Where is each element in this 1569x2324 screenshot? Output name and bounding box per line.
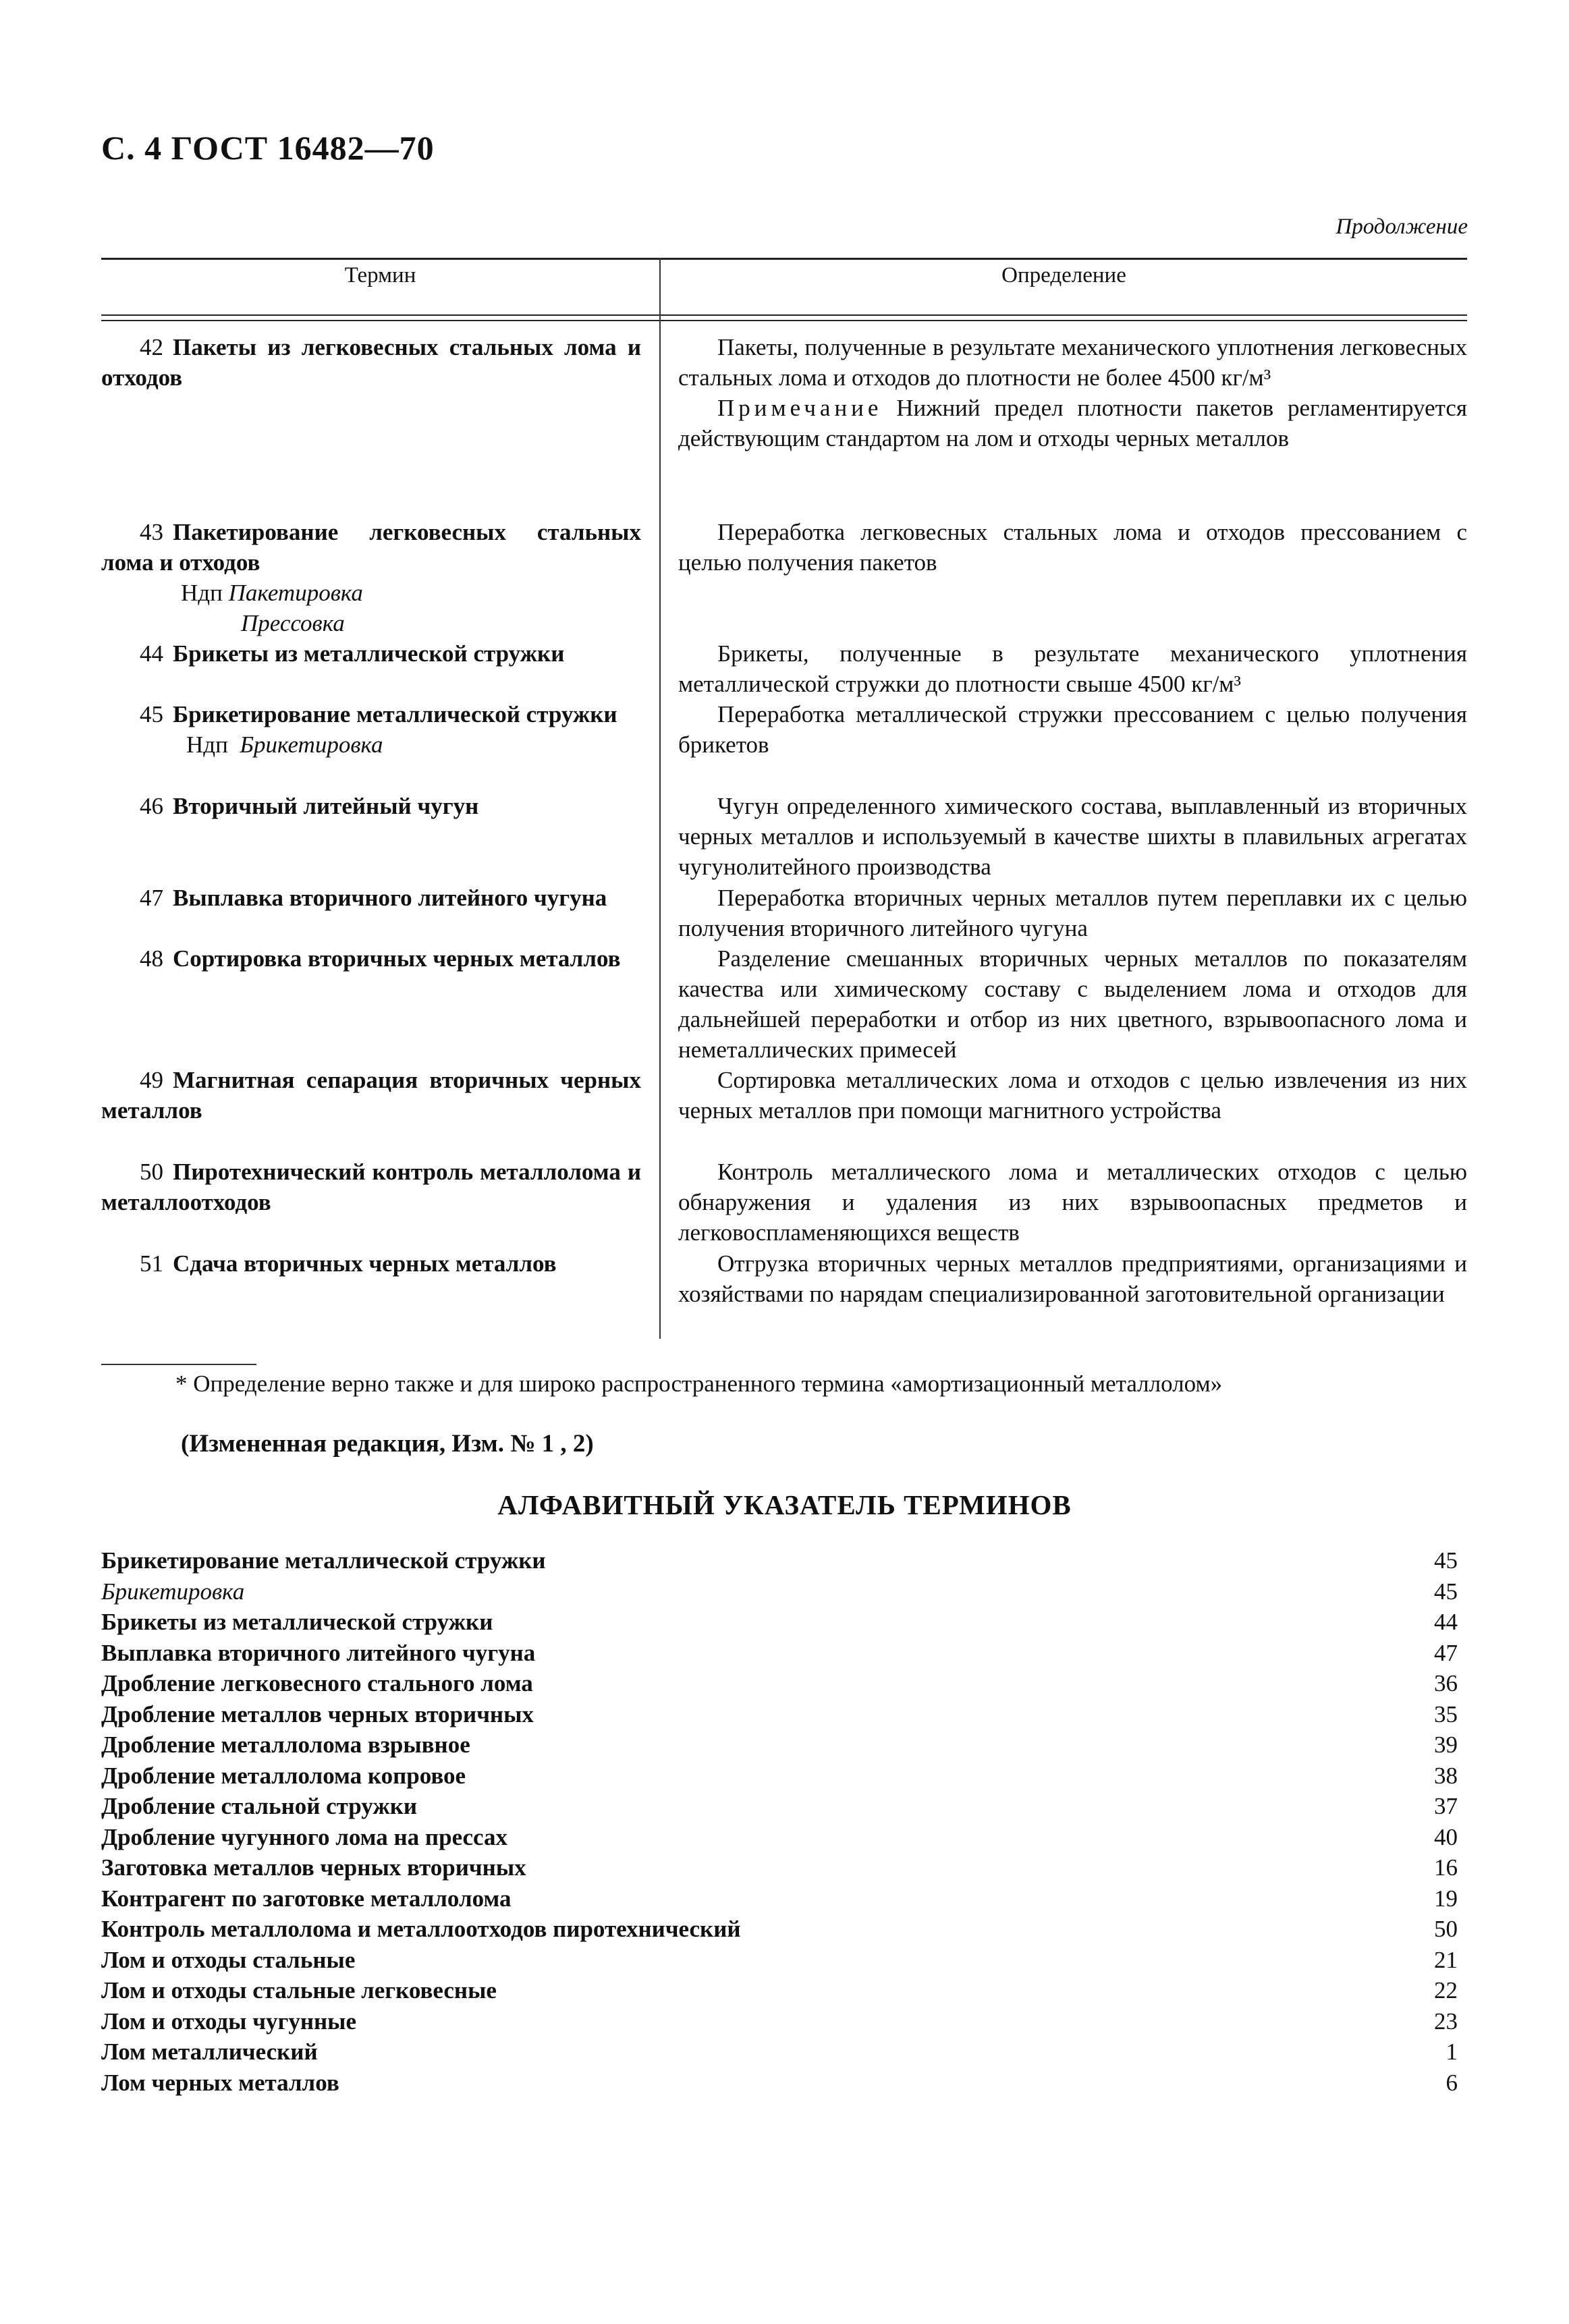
table-row [101,332,1468,451]
definition-cell [678,943,1467,1065]
term-number: 44 [140,640,163,667]
definition-text: Переработка металлической стружки прессованием с целью получения брикетов [678,701,1467,758]
term-number: 47 [140,885,163,911]
index-number: 50 [1434,1916,1458,1942]
index-number: 40 [1434,1823,1458,1850]
term-text: Магнитная сепарация вторичных черных металлов [101,1067,641,1124]
index-number: 22 [1434,1977,1458,2003]
non-recommended-terms [101,729,641,760]
page-header: С. 4 ГОСТ 16482—70 [101,129,435,167]
definition-cell [678,699,1467,760]
definition-text: Сортировка металлических лома и отходов с целью извлечения из них черных металлов при помощи магнитного устройства [678,1067,1467,1124]
index-term: Контрагент по заготовке металлолома [101,1885,512,1912]
term-number: 43 [140,519,163,545]
term-text: Брикетирование металлической стружки [173,701,617,727]
changed-edition-note: (Измененная редакция, Изм. № 1 , 2) [181,1430,594,1458]
term-cell [101,638,641,669]
table-row [101,699,1467,760]
index-number: 37 [1434,1793,1458,1819]
ndp-label: Ндп [186,731,228,758]
index-term: Лом черных металлов [101,2069,339,2096]
footnote-rule [101,1364,256,1365]
index-term: Лом и отходы чугунные [101,2008,357,2035]
index-number: 19 [1434,1885,1458,1912]
index-entry [101,1945,1458,1976]
table-header-rule [101,314,1467,316]
index-entry [101,1761,1458,1792]
index-entry [101,1668,1458,1699]
term-cell [101,699,641,760]
index-number: 45 [1434,1547,1458,1574]
index-entry [101,1638,1458,1669]
table-row [101,1065,1467,1126]
definition-text: Разделение смешанных вторичных черных металлов по показателям качества или химическому составу с выделением лома и отходов для дальнейшей переработки и отбор из них цветного, взрывоопасного лома и неметаллических примесей [678,945,1467,1063]
footnote [101,1368,1467,1399]
index-entry [101,1883,1458,1914]
index-number: 38 [1434,1762,1458,1789]
term-cell [101,1065,641,1126]
term-cell [101,883,641,913]
term-number: 46 [140,793,163,819]
term-text: Пакетирование легковесных стальных лома и отходов [101,519,641,576]
definition-cell [678,1248,1467,1309]
ndp-term: Брикетировка [240,731,383,758]
term-number: 51 [140,1250,163,1277]
non-recommended-terms [101,578,641,608]
definition-text: Переработка легковесных стальных лома и отходов прессованием с целью получения пакетов [678,519,1467,576]
index-entry [101,1852,1458,1883]
ndp-label: Ндп [181,580,223,606]
definition-text: Контроль металлического лома и металлических отходов с целью обнаружения и удаления из них взрывоопасных предметов и легковоспламеняющихся веществ [678,1159,1467,1246]
index-term: Брикетировка [101,1578,245,1605]
index-term: Лом металлический [101,2039,318,2065]
definition-text: Переработка вторичных черных металлов путем переплавки их с целью получения вторичного литейного чугуна [678,885,1467,941]
index-term: Дробление легковесного стального лома [101,1670,533,1696]
footnote-text: * Определение верно также и для широко распространенного термина «амортизационный металлолом» [175,1371,1223,1397]
note-label: Примечание [717,395,883,421]
term-cell [101,1157,641,1217]
table-header-rule-2 [101,320,1467,321]
index-entry [101,2068,1458,2099]
continuation-label: Продолжение [1336,215,1468,239]
definition-cell [678,791,1467,882]
index-number: 21 [1434,1946,1458,1973]
term-number: 49 [140,1067,163,1093]
index-term: Дробление металлов черных вторичных [101,1700,534,1727]
index-entry [101,1975,1458,2006]
definition-text: Пакеты, полученные в результате механического уплотнения легковесных стальных лома и отходов до плотности не более 4500 кг/м³ [678,334,1467,391]
term-number: 48 [140,945,163,972]
index-term: Дробление металлолома копровое [101,1762,466,1789]
term-text: Пиротехнический контроль металлолома и металлоотходов [101,1159,641,1215]
index-term: Выплавка вторичного литейного чугуна [101,1639,536,1666]
index-number: 44 [1434,1609,1458,1635]
table-row [101,517,1467,638]
index-number: 23 [1434,2008,1458,2035]
index-number: 6 [1446,2069,1458,2096]
index-number: 45 [1434,1578,1458,1605]
term-text: Брикеты из металлической стружки [173,640,565,667]
table-row [101,1157,1467,1246]
index-entry [101,1822,1458,1853]
index-number: 39 [1434,1732,1458,1758]
index-number: 47 [1434,1639,1458,1666]
definition-cell [678,638,1467,699]
definition-cell [678,1065,1467,1126]
index-term: Дробление металлолома взрывное [101,1732,470,1758]
index-entry [101,1914,1458,1945]
table-row [101,1248,1467,1307]
term-cell [101,332,641,393]
definition-text: Отгрузка вторичных черных металлов предприятиями, организациями и хозяйствами по нарядам специализированной заготовительной организации [678,1250,1467,1307]
index-entry [101,1607,1458,1638]
index-entry [101,1545,1458,1576]
note-text: Нижний предел плотности пакетов регламентируется действующим стандартом на лом и отходы черных металлов [678,395,1468,451]
index-term: Лом и отходы стальные легковесные [101,1977,497,2003]
definition-cell [678,1157,1467,1248]
term-text: Сдача вторичных черных металлов [173,1250,557,1277]
term-cell [101,517,641,638]
definition-cell [678,883,1467,943]
term-text: Сортировка вторичных черных металлов [173,945,621,972]
term-number: 45 [140,701,163,727]
index-entry [101,2037,1458,2068]
index-entry [101,1699,1458,1730]
term-text: Выплавка вторичного литейного чугуна [173,885,607,911]
index-number: 16 [1434,1854,1458,1881]
ndp-term: Пакетировка [228,580,363,606]
index-entry [101,1576,1458,1607]
index-term: Лом и отходы стальные [101,1946,356,1973]
ndp-term: Прессовка [241,610,345,636]
column-header-term: Термин [344,263,416,287]
term-number: 42 [140,334,163,360]
index-term: Дробление стальной стружки [101,1793,418,1819]
term-text: Пакеты из легковесных стальных лома и отходов [101,334,641,391]
term-text: Вторичный литейный чугун [173,793,479,819]
definition-text: Брикеты, полученные в результате механического уплотнения металлической стружки до плотности свыше 4500 кг/м³ [678,640,1467,697]
index-term: Дробление чугунного лома на прессах [101,1823,508,1850]
term-cell [101,1248,641,1279]
index-term: Заготовка металлов черных вторичных [101,1854,526,1881]
definition-cell [678,332,1467,453]
index-number: 35 [1434,1700,1458,1727]
index-number: 1 [1446,2039,1458,2065]
table-row [101,883,1467,941]
table-row [101,638,1467,697]
index-entry [101,2006,1458,2037]
index-title: АЛФАВИТНЫЙ УКАЗАТЕЛЬ ТЕРМИНОВ [497,1489,1072,1520]
term-number: 50 [140,1159,163,1185]
index-term: Брикетирование металлической стружки [101,1547,546,1574]
table-top-rule [101,258,1467,260]
index-term: Контроль металлолома и металлоотходов пиротехнический [101,1916,741,1942]
table-row [101,791,1467,880]
alphabetical-index [101,1545,1458,2098]
index-entry [101,1791,1458,1822]
index-number: 36 [1434,1670,1458,1696]
column-header-definition: Определение [1001,263,1126,287]
table-row [101,943,1467,1063]
index-entry [101,1730,1458,1761]
definition-text: Чугун определенного химического состава, выплавленный из вторичных черных металлов и используемый в качестве шихты в плавильных агрегатах чугунолитейного производства [678,793,1467,880]
definition-cell [678,517,1467,578]
definition-note [678,393,1467,453]
index-term: Брикеты из металлической стружки [101,1609,493,1635]
term-cell [101,791,641,821]
term-cell [101,943,641,974]
